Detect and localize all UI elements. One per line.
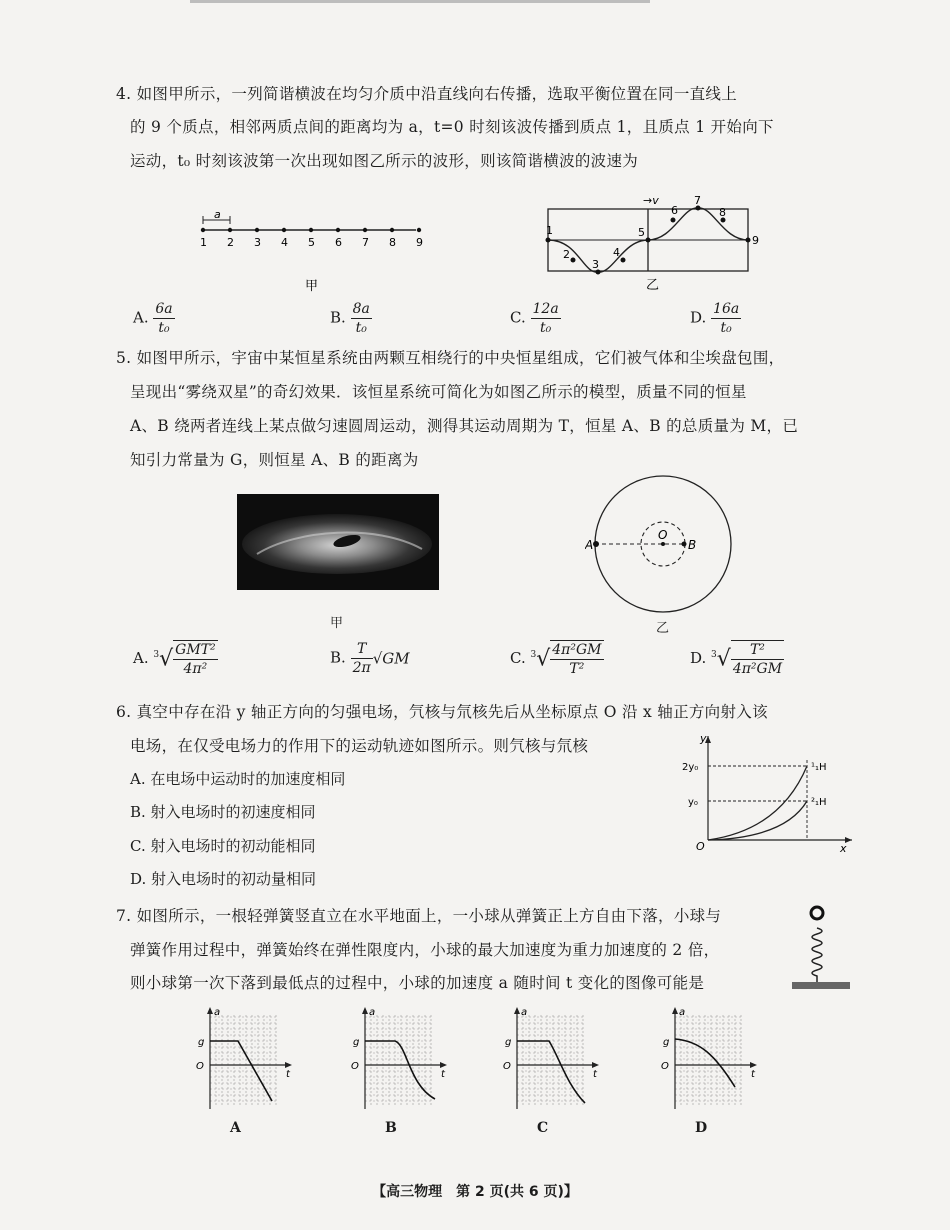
- q7-graph-a[interactable]: [190, 1005, 300, 1115]
- q4a-point-9: [417, 228, 421, 232]
- q5-option-c-index: 3: [530, 650, 537, 660]
- q6-option-a[interactable]: A. 在电场中运动时的加速度相同: [130, 770, 346, 788]
- q4-line-3: 运动，t₀ 时刻该波第一次出现如图乙所示的波形，则该简谐横波的波速为: [130, 152, 639, 170]
- q7-g-label: g: [353, 1037, 360, 1048]
- q6-x-axis-label: x: [840, 842, 847, 855]
- q7-axis-a-label: a: [369, 1007, 376, 1018]
- q4-line-1: 4. 如图甲所示，一列简谐横波在均匀介质中沿直线向右传播，选取平衡位置在同一直线上: [116, 85, 738, 103]
- q7-g-label: g: [198, 1037, 205, 1048]
- q7-axis-a-label: a: [521, 1007, 528, 1018]
- q5-option-b-extra: √GM: [372, 649, 410, 668]
- q4a-point-label-5: 5: [308, 236, 315, 249]
- q6-y-axis-label: y: [700, 732, 707, 745]
- q7-line-3: 则小球第一次下落到最低点的过程中，小球的加速度 a 随时间 t 变化的图像可能是: [130, 974, 705, 992]
- q5-option-b-num: T: [351, 640, 373, 659]
- q4b-point-label-4: 4: [613, 246, 620, 259]
- q4-a-spacing-label: a: [214, 208, 221, 221]
- q4b-point-label-7: 7: [694, 194, 701, 207]
- q4-figure-b: [538, 192, 768, 292]
- q4-figure-a: [190, 200, 430, 300]
- q4b-point-9: [746, 238, 751, 243]
- q5-option-b-den: 2π: [352, 660, 371, 676]
- q4b-point-label-9: 9: [752, 234, 759, 247]
- q4-option-b-letter: B.: [330, 308, 346, 327]
- star-b-dot: [682, 542, 687, 547]
- q7-graph-d[interactable]: [655, 1005, 765, 1115]
- q4-fig-b-caption: 乙: [646, 278, 660, 292]
- q5-option-b-letter: B.: [330, 648, 346, 667]
- q4b-point-label-3: 3: [592, 258, 599, 271]
- q7-graph-b[interactable]: [345, 1005, 455, 1115]
- q5-option-a[interactable]: A. $^3$√ $\frac{\text{GMT²}}{\text{4π²}}$: [133, 642, 216, 677]
- q5-option-c[interactable]: C. $^3$√ $\frac{\text{4π²GM}}{\text{T²}}$: [510, 642, 602, 677]
- q4-option-d-letter: D.: [690, 308, 707, 327]
- q7-curve-b: [365, 1041, 435, 1099]
- q4a-point-label-1: 1: [200, 236, 207, 249]
- star-a-dot: [593, 541, 599, 547]
- q4-option-a-letter: A.: [133, 308, 149, 327]
- q4a-point-4: [282, 228, 286, 232]
- q6-lower-label: ²₁H: [811, 797, 827, 808]
- q4-option-b-num: 8a: [352, 301, 370, 317]
- q7-origin-label: O: [196, 1061, 204, 1072]
- q4b-point-label-5: 5: [638, 226, 645, 239]
- q7-spring-figure: [790, 902, 854, 997]
- q7-graph-c[interactable]: [497, 1005, 607, 1115]
- q4b-point-5: [646, 238, 651, 243]
- q7-origin-label: O: [351, 1061, 359, 1072]
- q4b-point-label-2: 2: [563, 248, 570, 261]
- q4-option-c-den: t₀: [539, 320, 552, 336]
- q5-fig-b-caption: 乙: [656, 621, 670, 636]
- q5-option-a-den: 4π²: [183, 661, 208, 677]
- label-o: O: [658, 528, 668, 542]
- q5-option-a-index: 3: [153, 650, 160, 660]
- q5-line-2: 呈现出“雾绕双星”的奇幻效果．该恒星系统可简化为如图乙所示的模型，质量不同的恒星: [130, 383, 747, 401]
- q5-option-d-den: 4π²GM: [732, 661, 783, 677]
- q4b-point-2: [571, 258, 576, 263]
- q6-tick-2y0: 2y₀: [682, 762, 699, 773]
- q4-option-c-letter: C.: [510, 308, 526, 327]
- q5-fig-a-caption: 甲: [330, 616, 344, 631]
- q7-origin-label: O: [503, 1061, 511, 1072]
- q4-option-c[interactable]: [510, 300, 561, 337]
- q4a-point-7: [363, 228, 367, 232]
- q4a-point-2: [228, 228, 232, 232]
- q7-line-1: 7. 如图所示，一根轻弹簧竖直立在水平地面上，一小球从弹簧正上方自由下落，小球与: [116, 907, 722, 925]
- q6-upper-trajectory: [708, 766, 807, 840]
- q5-option-c-den: T²: [569, 661, 585, 677]
- q7-axis-a-label: a: [214, 1007, 221, 1018]
- page-footer: 【高三物理 第 2 页(共 6 页)】: [372, 1184, 578, 1200]
- q5-option-a-num: GMT²: [175, 642, 216, 658]
- q6-line-1: 6. 真空中存在沿 y 轴正方向的匀强电场，氕核与氘核先后从坐标原点 O 沿 x 轴正方向射入该: [116, 703, 768, 721]
- q4b-point-4: [621, 258, 626, 263]
- q7-axis-t-label: t: [441, 1069, 445, 1080]
- q4a-point-1: [201, 228, 205, 232]
- q7-g-label: g: [663, 1037, 670, 1048]
- q4-option-a-num: 6a: [155, 301, 173, 317]
- q6-option-b[interactable]: B. 射入电场时的初速度相同: [130, 803, 316, 821]
- q5-option-c-letter: C.: [510, 649, 526, 667]
- q4-option-d-num: 16a: [713, 301, 740, 317]
- q5-line-3: A、B 绕两者连线上某点做匀速圆周运动，测得其运动周期为 T，恒星 A、B 的总质量为 M，已: [130, 417, 799, 435]
- q7-g-label: g: [505, 1037, 512, 1048]
- q4b-point-label-1: 1: [546, 224, 553, 237]
- q5-line-4: 知引力常量为 G，则恒星 A、B 的距离为: [130, 451, 419, 469]
- q4-velocity-label: →v: [643, 194, 659, 207]
- q7-caption-a: A: [230, 1120, 241, 1136]
- q7-caption-c: C: [537, 1120, 549, 1136]
- q5-option-c-num: 4π²GM: [552, 642, 602, 658]
- q4a-point-label-7: 7: [362, 236, 369, 249]
- spring-icon: [812, 928, 822, 982]
- q4-option-b-den: t₀: [355, 320, 367, 336]
- q5-option-d-num: T²: [731, 641, 784, 660]
- q4a-point-label-8: 8: [389, 236, 396, 249]
- q4a-point-label-4: 4: [281, 236, 288, 249]
- q7-caption-d: D: [695, 1120, 708, 1136]
- label-b: B: [688, 538, 697, 552]
- q7-origin-label: O: [661, 1061, 669, 1072]
- q7-axis-t-label: t: [593, 1069, 597, 1080]
- q4-option-b[interactable]: [330, 300, 372, 337]
- q5-orbit-diagram: [585, 468, 745, 638]
- ground-icon: [792, 982, 850, 989]
- q4a-point-label-3: 3: [254, 236, 261, 249]
- q4a-point-8: [390, 228, 394, 232]
- q4a-point-label-9: 9: [416, 236, 423, 249]
- q4-fig-a-caption: 甲: [305, 279, 319, 294]
- top-edge-line: [190, 0, 650, 3]
- q5-option-d-letter: D.: [690, 649, 707, 667]
- q7-line-2: 弹簧作用过程中，弹簧始终在弹性限度内，小球的最大加速度为重力加速度的 2 倍，: [130, 941, 720, 959]
- q6-lower-trajectory: [708, 801, 807, 840]
- q7-axis-t-label: t: [751, 1069, 755, 1080]
- q5-option-b[interactable]: [330, 640, 410, 677]
- q6-origin-label: O: [696, 840, 705, 853]
- q5-option-d[interactable]: D. $^3$√ $\frac{\text{T²}}{\text{4π²GM}}$: [690, 642, 783, 677]
- q4a-point-label-2: 2: [227, 236, 234, 249]
- label-a: A: [585, 538, 594, 552]
- q5-nebula-photo: [237, 494, 439, 590]
- q6-upper-label: ¹₁H: [811, 762, 827, 773]
- q4-line-2: 的 9 个质点，相邻两质点间的距离均为 a，t=0 时刻该波传播到质点 1，且质点 1 开始向下: [130, 118, 774, 136]
- q4b-point-1: [546, 238, 551, 243]
- q4a-point-5: [309, 228, 313, 232]
- q4b-point-6: [671, 218, 676, 223]
- q6-option-c[interactable]: C. 射入电场时的初动能相同: [130, 837, 316, 855]
- q4b-point-label-8: 8: [719, 206, 726, 219]
- q4a-point-6: [336, 228, 340, 232]
- q7-caption-b: B: [385, 1120, 397, 1136]
- q7-axis-a-label: a: [679, 1007, 686, 1018]
- q4b-point-label-6: 6: [671, 204, 678, 217]
- q6-line-2: 电场，在仅受电场力的作用下的运动轨迹如图所示。则氕核与氘核: [130, 737, 589, 755]
- center-o-dot: [661, 542, 665, 546]
- q4-option-d[interactable]: [690, 300, 741, 337]
- q4-option-d-den: t₀: [720, 320, 732, 336]
- q6-option-d[interactable]: D. 射入电场时的初动量相同: [130, 870, 317, 888]
- q5-option-d-index: 3: [711, 650, 717, 660]
- q5-option-a-letter: A.: [133, 649, 149, 667]
- q5-line-1: 5. 如图甲所示，宇宙中某恒星系统由两颗互相绕行的中央恒星组成，它们被气体和尘埃盘包围，: [116, 349, 785, 367]
- q6-tick-y0: y₀: [688, 797, 698, 808]
- q4-option-a[interactable]: [133, 300, 175, 337]
- q4a-point-label-6: 6: [335, 236, 342, 249]
- q7-axis-t-label: t: [286, 1069, 290, 1080]
- q6-trajectory-graph: [680, 730, 860, 855]
- q4-option-c-num: 12a: [532, 301, 559, 317]
- q4a-point-3: [255, 228, 259, 232]
- ball-icon: [811, 907, 823, 919]
- q7-curve-c: [517, 1041, 585, 1103]
- q4-option-a-den: t₀: [158, 320, 170, 336]
